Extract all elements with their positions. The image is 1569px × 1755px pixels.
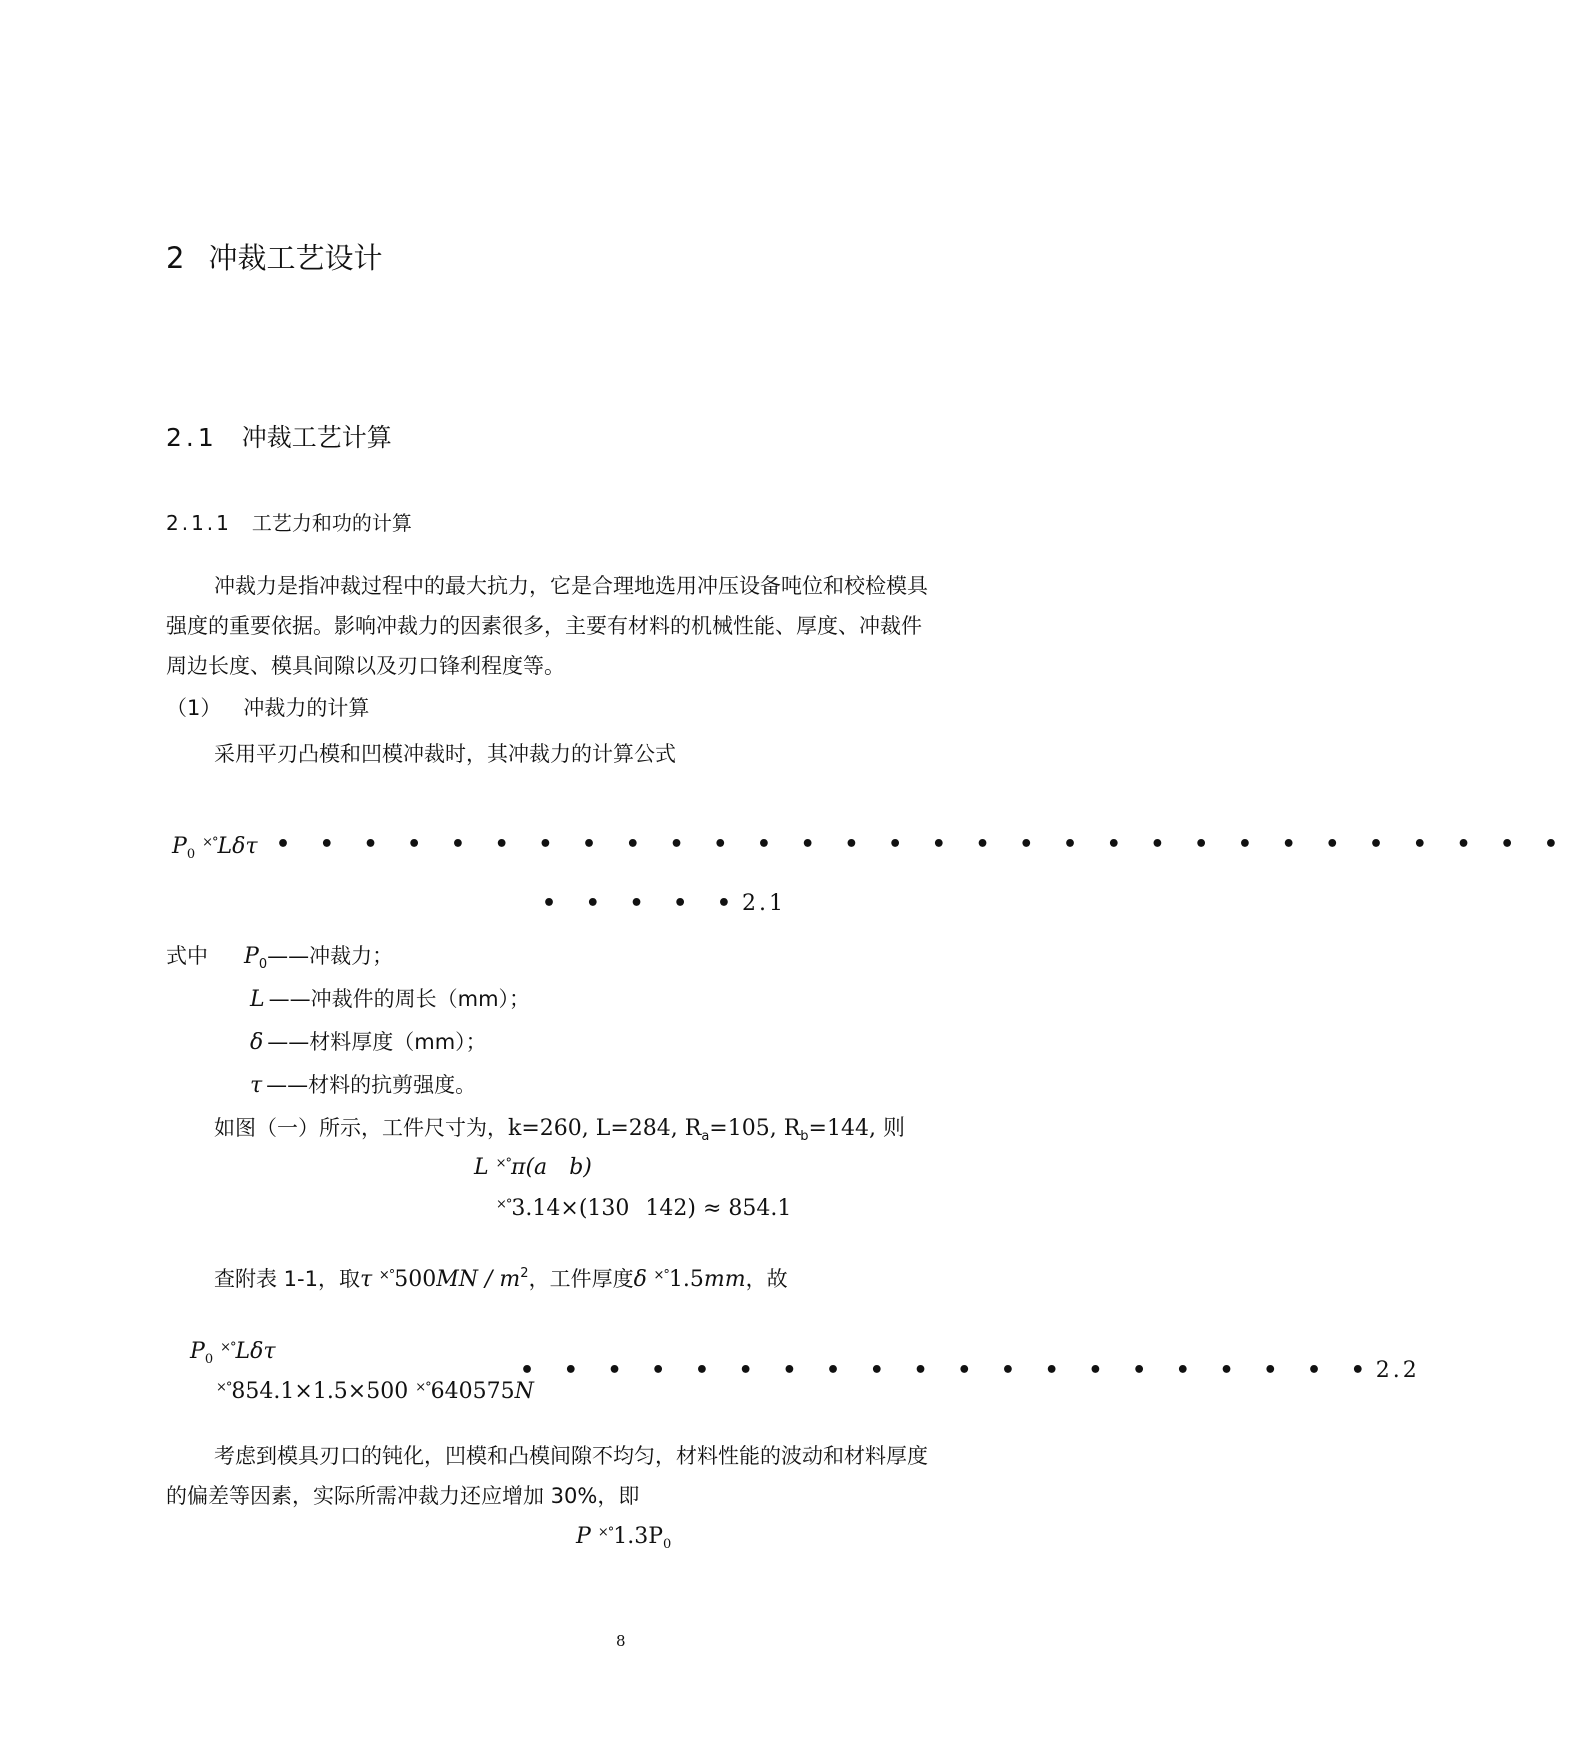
eq-equals-glyph: ×° [216, 1380, 232, 1395]
eq-equals-glyph: ×° [378, 1268, 395, 1283]
eq-subscript: 0 [663, 1537, 672, 1552]
paragraph-line: 强度的重要依据。影响冲裁力的因素很多，主要有材料的机械性能、厚度、冲裁件 [166, 614, 922, 638]
delta-symbol: δ [633, 1267, 647, 1292]
equation-leader-dots: • • • • • [542, 891, 742, 916]
eq-equals-glyph: ×° [597, 1525, 614, 1540]
eq-equals-glyph: ×° [202, 835, 218, 850]
thickness-text: ，工件厚度 [528, 1267, 634, 1291]
where-symbol: τ [250, 1073, 263, 1098]
eq-symbol-P: P [576, 1524, 591, 1549]
equation-number-row [520, 1358, 1420, 1383]
paragraph-line: 考虑到模具刃口的钝化，凹模和凸模间隙不均匀，材料性能的波动和材料厚度 [214, 1444, 928, 1468]
eq-equals-glyph: ×° [653, 1268, 669, 1283]
equation-leader-dots: • • • • • • • • • • • • • • • • • • • • [520, 1358, 1376, 1383]
tau-unit: MN / m [436, 1267, 521, 1292]
eq-equals-glyph: ×° [415, 1380, 431, 1395]
equation-2-1 [172, 834, 258, 862]
ra-subscript: a [701, 1129, 710, 1144]
equation-2-2-line1 [190, 1339, 276, 1367]
equation-number-row [542, 891, 786, 916]
where-desc: ——冲裁件的周长（mm）； [268, 987, 531, 1011]
eq-value: 854.1×1.5×500 [231, 1379, 409, 1404]
eq-equals-glyph: ×° [496, 1197, 512, 1212]
eq-rhs: 1.3P [613, 1524, 664, 1549]
eq-subscript: 0 [186, 847, 196, 862]
eq-symbol-P: P [172, 834, 187, 859]
paragraph-table-lookup [214, 1254, 788, 1300]
paragraph-dimensions [214, 1108, 905, 1157]
eq-unit: N [514, 1379, 534, 1404]
dimensions-values-end: =144, 则 [808, 1116, 905, 1141]
eq-equals-glyph: ×° [495, 1156, 512, 1171]
chapter-title: 冲裁工艺设计 [208, 241, 383, 275]
section-title: 冲裁工艺计算 [241, 423, 392, 452]
lookup-text: 查附表 1-1，取 [214, 1267, 360, 1291]
eq-result: 142) ≈ 854.1 [645, 1196, 792, 1221]
equation-perimeter-line2 [496, 1196, 791, 1221]
eq-value: 3.14×(130 [511, 1196, 630, 1221]
where-item [244, 936, 393, 985]
equation-total-force [576, 1524, 671, 1552]
tau-value: 500 [394, 1267, 437, 1292]
list-item-number: （1） [166, 696, 222, 720]
delta-value: 1.5 [668, 1267, 704, 1292]
eq-subscript: 0 [204, 1352, 214, 1367]
paragraph-formula-intro: 采用平刃凸模和凹模冲裁时，其冲裁力的计算公式 [214, 742, 676, 766]
paragraph-line: 的偏差等因素，实际所需冲裁力还应增加 30%，即 [166, 1484, 640, 1508]
where-item [250, 1022, 487, 1063]
dimensions-values: k=260, L=284, R [508, 1116, 702, 1141]
subsection-title: 工艺力和功的计算 [251, 511, 412, 535]
section-heading [166, 418, 392, 454]
paragraph-safety-factor [166, 1436, 928, 1516]
dimensions-values-mid: =105, R [709, 1116, 801, 1141]
eq-result: 640575 [430, 1379, 515, 1404]
rb-subscript: b [800, 1129, 809, 1144]
chapter-heading [166, 236, 382, 277]
eq-symbol-L: L [474, 1155, 489, 1180]
where-symbol: δ [250, 1030, 264, 1055]
equation-number: 2.2 [1375, 1358, 1420, 1383]
paragraph-line: 周边长度、模具间隙以及刃口锋利程度等。 [166, 654, 565, 678]
chapter-number: 2 [166, 241, 185, 275]
subsection-number: 2.1.1 [166, 511, 232, 535]
unit-superscript: 2 [520, 1266, 529, 1281]
eq-equals-glyph: ×° [220, 1340, 236, 1355]
where-desc: ——材料厚度（mm）； [267, 1030, 487, 1054]
equation-number: 2.1 [741, 891, 786, 916]
where-item [250, 979, 530, 1020]
lookup-end: ，故 [745, 1267, 788, 1291]
eq-rhs: Lδτ [235, 1339, 276, 1364]
where-item [250, 1065, 476, 1106]
eq-rhs: Lδτ [217, 834, 258, 859]
list-item-title: 冲裁力的计算 [243, 696, 370, 720]
subsection-heading [166, 507, 412, 536]
where-desc: ——材料的抗剪强度。 [266, 1073, 477, 1097]
paragraph-line: 冲裁力是指冲裁过程中的最大抗力，它是合理地选用冲压设备吨位和校检模具 [214, 574, 928, 598]
equation-leader-dots: • • • • • • • • • • • • • • • • • • • • • • • • • • • • • • [276, 832, 1569, 857]
dimensions-text: 如图（一）所示，工件尺寸为， [214, 1116, 508, 1140]
where-desc: ——冲裁力； [267, 944, 394, 968]
where-symbol: P [244, 944, 259, 969]
eq-symbol-P: P [190, 1339, 205, 1364]
delta-unit: mm [703, 1267, 746, 1292]
eq-rhs-b: b) [569, 1155, 592, 1180]
where-symbol: L [250, 987, 265, 1012]
where-subscript: 0 [258, 957, 268, 972]
equation-perimeter-line1 [474, 1155, 592, 1180]
eq-rhs: π(a [511, 1155, 548, 1180]
page-number: 8 [616, 1632, 626, 1650]
where-label: 式中 [166, 944, 208, 968]
equation-2-2-line2 [216, 1379, 534, 1404]
tau-symbol: τ [359, 1267, 373, 1292]
section-number: 2.1 [166, 423, 218, 452]
paragraph-intro [166, 566, 928, 686]
list-item-heading [166, 688, 369, 728]
